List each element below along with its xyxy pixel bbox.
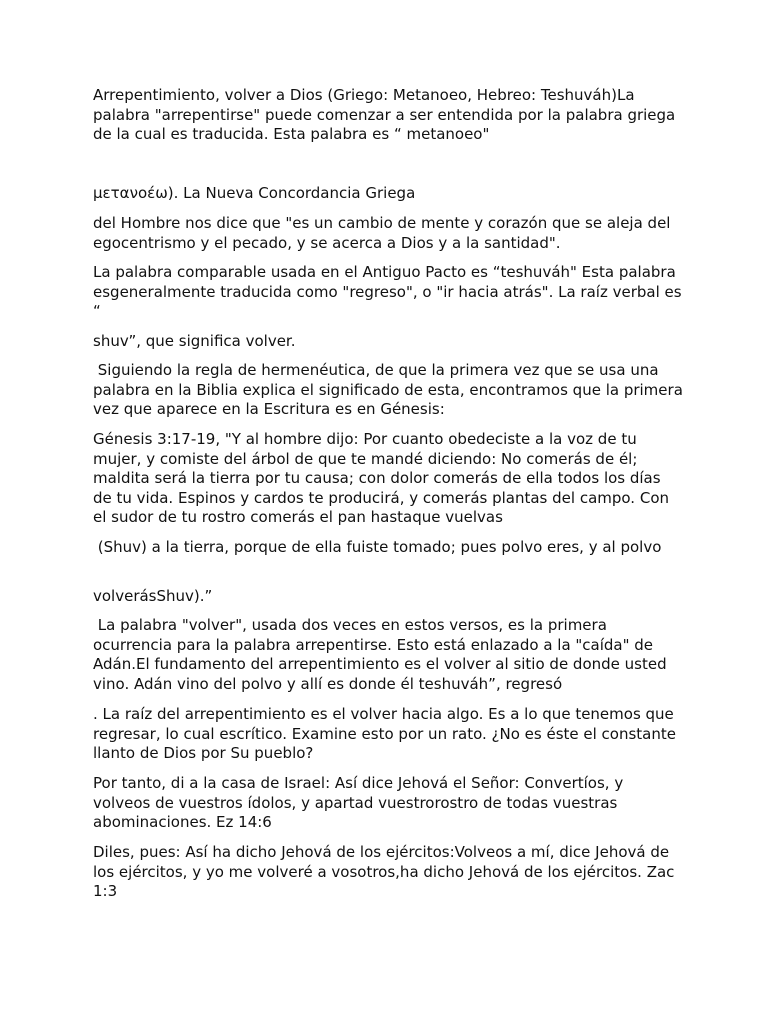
paragraph-intro: Arrepentimiento, volver a Dios (Griego: Metanoeo, Hebreo: Teshuváh)La palabra "arrepentirse" puede comenzar a ser entendida por la palabra griega de la cual es traducida. Esta palabra es “ metanoeo" [93, 86, 681, 144]
paragraph-volver-word: La palabra "volver", usada dos veces en estos versos, es la primera ocurrencia para la palabra arrepentirse. Esto está enlazado a la "caída" de Adán.El fundamento del arrepentimiento es el volver al sitio de donde usted vino. Adán vino del polvo y allí es donde él teshuváh”, regresó [93, 616, 672, 693]
paragraph-hermeneutics: Siguiendo la regla de hermenéutica, de que la primera vez que se usa una palabra en la Biblia explica el significado de esta, encontramos que la primera vez que aparece en la Escritura es en Génesis: [93, 361, 688, 419]
paragraph-shuv: shuv”, que significa volver. [93, 332, 296, 350]
paragraph-ezekiel: Por tanto, di a la casa de Israel: Así dice Jehová el Señor: Convertíos, y volveos de vuestros ídolos, y apartad vuestrorostro de todas vuestras abominaciones. Ez 14:6 [93, 774, 628, 832]
paragraph-genesis-quote: Génesis 3:17-19, "Y al hombre dijo: Por cuanto obedeciste a la voz de tu mujer, y comiste del árbol de que te mandé diciendo: No comerás de él; maldita será la tierra por tu causa; con dolor comerás de ella todos los días de tu vida. Espinos y cardos te producirá, y comerás plantas del campo. Con el sudor de tu rostro comerás el pan hastaque vuelvas [93, 430, 674, 527]
paragraph-greek: μετανοέω). La Nueva Concordancia Griega [93, 184, 416, 202]
paragraph-zechariah: Diles, pues: Así ha dicho Jehová de los ejércitos:Volveos a mí, dice Jehová de los ejércitos, y yo me volveré a vosotros,ha dicho Jehová de los ejércitos. Zac 1:3 [93, 843, 680, 901]
paragraph-concordance: del Hombre nos dice que "es un cambio de mente y corazón que se aleja del egocentrismo y el pecado, y se acerca a Dios y a la santidad". [93, 214, 676, 252]
paragraph-root: . La raíz del arrepentimiento es el volver hacia algo. Es a lo que tenemos que regresar, lo cual escrítico. Examine esto por un rato. ¿No es éste el constante llanto de Dios por Su pueblo? [93, 705, 681, 763]
paragraph-teshuvah: La palabra comparable usada en el Antiguo Pacto es “teshuváh" Esta palabra esgeneralmente traducida como "regreso", o "ir hacia atrás". La raíz verbal es “ [93, 263, 687, 321]
paragraph-shuv-earth: (Shuv) a la tierra, porque de ella fuiste tomado; pues polvo eres, y al polvo [93, 538, 662, 556]
paragraph-volveras: volverásShuv).” [93, 587, 213, 605]
